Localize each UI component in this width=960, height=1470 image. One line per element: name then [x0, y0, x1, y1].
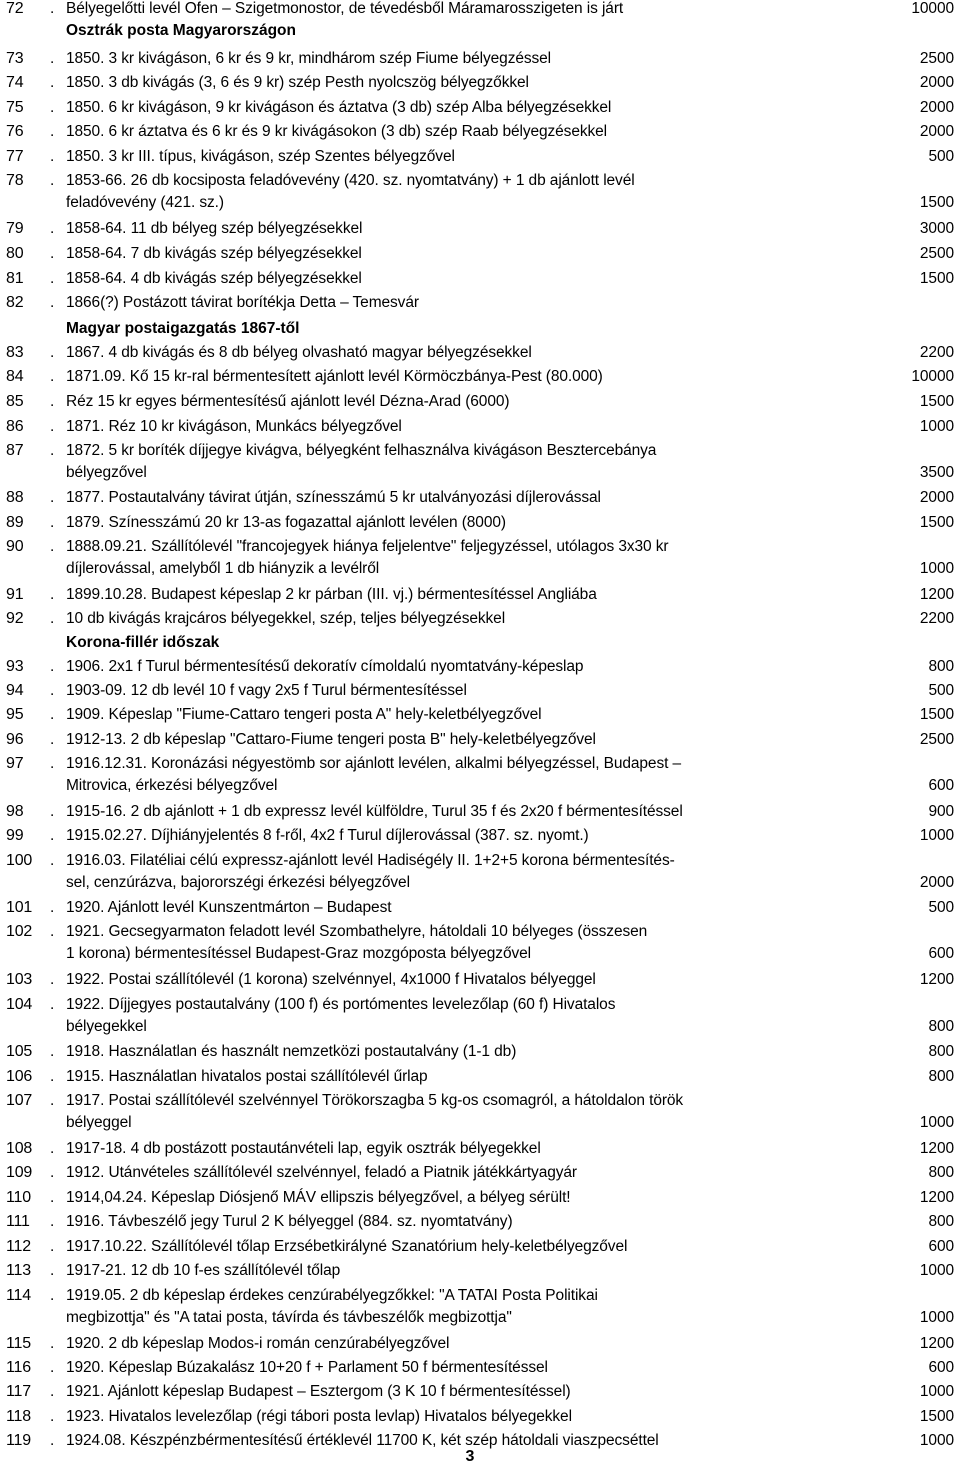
- lot-price: 2000: [919, 874, 954, 891]
- section-heading-hungarian-post: Magyar postaigazgatás 1867-től: [66, 320, 300, 337]
- lot-number-dot: .: [50, 1335, 55, 1352]
- lot-number-dot: .: [50, 1287, 55, 1304]
- lot-number: 102: [6, 923, 33, 940]
- lot-number-dot: .: [50, 852, 55, 869]
- lot-description: 10 db kivágás krajcáros bélyegekkel, szép, teljes bélyegzésekkel: [66, 610, 506, 627]
- lot-description: 1858-64. 7 db kivágás szép bélyegzésekkel: [66, 245, 362, 262]
- lot-description: 1914,04.24. Képeslap Diósjenő MÁV ellipszis bélyegzővel, a bélyeg sérült!: [66, 1189, 571, 1206]
- lot-price: 1000: [919, 1114, 954, 1131]
- lot-number-dot: .: [50, 682, 55, 699]
- lot-number: 108: [6, 1140, 33, 1157]
- lot-price: 2500: [919, 731, 954, 748]
- lot-number: 105: [6, 1043, 33, 1060]
- lot-number: 114: [6, 1287, 31, 1304]
- lot-number: 103: [6, 971, 33, 988]
- lot-number-dot: .: [50, 731, 55, 748]
- lot-description: 1912. Utánvételes szállítólevél szelvénnyel, feladó a Piatnik játékkártyagyár: [66, 1164, 577, 1181]
- lot-description: 1850. 3 kr kivágáson, 6 kr és 9 kr, mindhárom szép Fiume bélyegzéssel: [66, 50, 552, 67]
- lot-description: 1879. Színesszámú 20 kr 13-as fogazattal ajánlott levélen (8000): [66, 514, 506, 531]
- lot-number-dot: .: [50, 586, 55, 603]
- lot-number: 93: [6, 658, 24, 675]
- lot-number-dot: .: [50, 803, 55, 820]
- lot-number: 81: [6, 270, 24, 287]
- lot-number: 94: [6, 682, 24, 699]
- lot-number: 89: [6, 514, 24, 531]
- lot-description: 1919.05. 2 db képeslap érdekes cenzúrabélyegzőkkel: "A TATAI Posta Politikai megbizottja" és "A tatai posta, távírda és távbeszélők megbizottja": [66, 1287, 598, 1326]
- lot-price: 2000: [919, 74, 954, 91]
- lot-number: 76: [6, 123, 24, 140]
- lot-number: 82: [6, 294, 24, 311]
- lot-price: 600: [928, 777, 954, 794]
- lot-description: 1850. 6 kr kivágáson, 9 kr kivágáson és áztatva (3 db) szép Alba bélyegzésekkel: [66, 99, 612, 116]
- lot-number: 106: [6, 1068, 33, 1085]
- lot-number: 95: [6, 706, 24, 723]
- lot-price: 10000: [911, 368, 954, 385]
- lot-price: 500: [928, 682, 954, 699]
- lot-number-dot: .: [50, 827, 55, 844]
- lot-price: 600: [928, 1238, 954, 1255]
- lot-description: 1877. Postautalvány távirat útján, színesszámú 5 kr utalványozási díjlerovással: [66, 489, 601, 506]
- lot-number-dot: .: [50, 1068, 55, 1085]
- lot-number-dot: .: [50, 294, 55, 311]
- lot-description: 1903-09. 12 db levél 10 f vagy 2x5 f Turul bérmentesítéssel: [66, 682, 467, 699]
- lot-number-dot: .: [50, 489, 55, 506]
- lot-price: 1500: [919, 514, 954, 531]
- lot-number: 73: [6, 50, 24, 67]
- lot-number: 116: [6, 1359, 31, 1376]
- lot-number: 118: [6, 1408, 31, 1425]
- lot-price: 1500: [919, 1408, 954, 1425]
- lot-number: 119: [6, 1432, 31, 1449]
- lot-price: 2000: [919, 99, 954, 116]
- lot-price: 1200: [919, 1189, 954, 1206]
- lot-price: 1000: [919, 418, 954, 435]
- lot-number-dot: .: [50, 755, 55, 772]
- lot-number: 117: [6, 1383, 31, 1400]
- lot-price: 1500: [919, 393, 954, 410]
- lot-price: 1000: [919, 1432, 954, 1449]
- lot-description: 1850. 3 kr III. típus, kivágáson, szép Szentes bélyegzővel: [66, 148, 455, 165]
- lot-number: 77: [6, 148, 24, 165]
- lot-price: 3500: [919, 464, 954, 481]
- lot-description: 1853-66. 26 db kocsiposta feladóvevény (420. sz. nyomtatvány) + 1 db ajánlott levél feladóvevény (421. sz.): [66, 172, 635, 211]
- section-heading-korona-filler: Korona-fillér időszak: [66, 634, 220, 651]
- lot-price: 1200: [919, 1140, 954, 1157]
- lot-number-dot: .: [50, 1189, 55, 1206]
- lot-price: 2500: [919, 50, 954, 67]
- lot-number: 72: [6, 0, 24, 17]
- lot-description: 1924.08. Készpénzbérmentesítésű értéklevél 11700 K, két szép hátoldali viaszpecséttel: [66, 1432, 659, 1449]
- lot-number: 90: [6, 538, 24, 555]
- lot-number-dot: .: [50, 971, 55, 988]
- lot-description: 1871. Réz 10 kr kivágáson, Munkács bélyegzővel: [66, 418, 402, 435]
- lot-number: 87: [6, 442, 24, 459]
- page-number: 3: [465, 1448, 475, 1465]
- lot-number-dot: .: [50, 442, 55, 459]
- lot-number-dot: .: [50, 99, 55, 116]
- lot-description: 1866(?) Postázott távirat borítékja Detta – Temesvár: [66, 294, 419, 311]
- lot-price: 500: [928, 148, 954, 165]
- lot-price: 800: [928, 1018, 954, 1035]
- lot-number: 98: [6, 803, 24, 820]
- lot-number: 92: [6, 610, 24, 627]
- lot-description: 1872. 5 kr boríték díjjegye kivágva, bélyegként felhasználva kivágáson Besztercebánya bélyegzővel: [66, 442, 657, 481]
- lot-number: 115: [6, 1335, 31, 1352]
- lot-number: 74: [6, 74, 24, 91]
- lot-description: 1871.09. Kő 15 kr-ral bérmentesített ajánlott levél Körmöczbánya-Pest (80.000): [66, 368, 603, 385]
- lot-price: 600: [928, 945, 954, 962]
- lot-description: 1920. Ajánlott levél Kunszentmárton – Budapest: [66, 899, 392, 916]
- lot-description: 1888.09.21. Szállítólevél "francojegyek hiánya feljelentve" feljegyzéssel, utólagos 3x30 kr díjlerovással, amelyből 1 db hiányzik a levélről: [66, 538, 669, 577]
- lot-price: 800: [928, 1213, 954, 1230]
- lot-number-dot: .: [50, 50, 55, 67]
- lot-number-dot: .: [50, 923, 55, 940]
- lot-number: 84: [6, 368, 24, 385]
- lot-price: 1500: [919, 706, 954, 723]
- lot-price: 1200: [919, 1335, 954, 1352]
- lot-number: 78: [6, 172, 24, 189]
- lot-price: 3000: [919, 220, 954, 237]
- lot-number: 85: [6, 393, 24, 410]
- lot-number: 109: [6, 1164, 33, 1181]
- lot-number: 75: [6, 99, 24, 116]
- lot-number: 80: [6, 245, 24, 262]
- lot-description: 1858-64. 4 db kivágás szép bélyegzésekkel: [66, 270, 362, 287]
- lot-description: 1858-64. 11 db bélyeg szép bélyegzésekkel: [66, 220, 363, 237]
- lot-number-dot: .: [50, 418, 55, 435]
- lot-price: 800: [928, 1068, 954, 1085]
- lot-number-dot: .: [50, 1213, 55, 1230]
- lot-price: 10000: [911, 0, 954, 17]
- lot-number: 111: [6, 1213, 30, 1230]
- lot-number: 101: [6, 899, 33, 916]
- lot-description: 1915.02.27. Díjhiányjelentés 8 f-ről, 4x2 f Turul díjlerovással (387. sz. nyomt.): [66, 827, 589, 844]
- lot-number-dot: .: [50, 148, 55, 165]
- lot-description: 1921. Gecsegyarmaton feladott levél Szombathelyre, hátoldali 10 bélyeges (összesen 1 korona) bérmentesítéssel Budapest-Graz mozgóposta bélyegzővel: [66, 923, 648, 962]
- lot-number: 97: [6, 755, 24, 772]
- lot-price: 2200: [919, 344, 954, 361]
- lot-description: 1920. Képeslap Búzakalász 10+20 f + Parlament 50 f bérmentesítéssel: [66, 1359, 548, 1376]
- lot-price: 1000: [919, 1262, 954, 1279]
- lot-number-dot: .: [50, 1359, 55, 1376]
- lot-description: Bélyegelőtti levél Ofen – Szigetmonostor, de tévedésből Máramarosszigeten is járt: [66, 0, 624, 17]
- lot-price: 2500: [919, 245, 954, 262]
- lot-price: 2000: [919, 489, 954, 506]
- lot-number-dot: .: [50, 1043, 55, 1060]
- lot-price: 1000: [919, 1383, 954, 1400]
- section-heading-austrian-post: Osztrák posta Magyarországon: [66, 22, 296, 39]
- lot-price: 1200: [919, 971, 954, 988]
- lot-number: 99: [6, 827, 24, 844]
- lot-number: 104: [6, 996, 33, 1013]
- lot-price: 1000: [919, 560, 954, 577]
- lot-number: 107: [6, 1092, 33, 1109]
- lot-description: 1922. Postai szállítólevél (1 korona) szelvénnyel, 4x1000 f Hivatalos bélyeggel: [66, 971, 596, 988]
- lot-number-dot: .: [50, 658, 55, 675]
- lot-price: 1500: [919, 194, 954, 211]
- lot-number-dot: .: [50, 1408, 55, 1425]
- lot-description: 1921. Ajánlott képeslap Budapest – Esztergom (3 K 10 f bérmentesítéssel): [66, 1383, 571, 1400]
- lot-price: 800: [928, 658, 954, 675]
- lot-number-dot: .: [50, 899, 55, 916]
- lot-price: 900: [928, 803, 954, 820]
- lot-number-dot: .: [50, 344, 55, 361]
- lot-number-dot: .: [50, 123, 55, 140]
- lot-description: 1850. 6 kr áztatva és 6 kr és 9 kr kivágásokon (3 db) szép Raab bélyegzésekkel: [66, 123, 608, 140]
- lot-description: 1916.12.31. Koronázási négyestömb sor ajánlott levélen, alkalmi bélyegzéssel, Budapest – Mitrovica, érkezési bélyegzővel: [66, 755, 682, 794]
- lot-number-dot: .: [50, 1140, 55, 1157]
- lot-price: 800: [928, 1164, 954, 1181]
- lot-price: 600: [928, 1359, 954, 1376]
- lot-number: 83: [6, 344, 24, 361]
- lot-number: 113: [6, 1262, 31, 1279]
- lot-description: 1917-18. 4 db postázott postautánvételi lap, egyik osztrák bélyegekkel: [66, 1140, 541, 1157]
- lot-number-dot: .: [50, 245, 55, 262]
- lot-price: 500: [928, 899, 954, 916]
- lot-description: 1923. Hivatalos levelezőlap (régi tábori posta levlap) Hivatalos bélyegekkel: [66, 1408, 572, 1425]
- lot-description: 1915. Használatlan hivatalos postai szállítólevél űrlap: [66, 1068, 428, 1085]
- lot-number: 110: [6, 1189, 31, 1206]
- lot-number-dot: .: [50, 0, 55, 17]
- lot-price: 1500: [919, 270, 954, 287]
- lot-number-dot: .: [50, 1262, 55, 1279]
- lot-number: 79: [6, 220, 24, 237]
- lot-number-dot: .: [50, 538, 55, 555]
- lot-number-dot: .: [50, 1164, 55, 1181]
- lot-description: 1916. Távbeszélő jegy Turul 2 K bélyeggel (884. sz. nyomtatvány): [66, 1213, 513, 1230]
- lot-description: 1917.10.22. Szállítólevél tőlap Erzsébetkirályné Szanatórium hely-keletbélyegzővel: [66, 1238, 628, 1255]
- lot-price: 1200: [919, 586, 954, 603]
- lot-description: 1918. Használatlan és használt nemzetközi postautalvány (1-1 db): [66, 1043, 517, 1060]
- lot-number-dot: .: [50, 220, 55, 237]
- lot-description: 1917-21. 12 db 10 f-es szállítólevél tőlap: [66, 1262, 341, 1279]
- lot-description: 1850. 3 db kivágás (3, 6 és 9 kr) szép Pesth nyolcszög bélyegzőkkel: [66, 74, 529, 91]
- lot-number-dot: .: [50, 706, 55, 723]
- lot-number: 112: [6, 1238, 31, 1255]
- lot-number-dot: .: [50, 393, 55, 410]
- lot-number: 86: [6, 418, 24, 435]
- lot-description: 1906. 2x1 f Turul bérmentesítésű dekoratív címoldalú nyomtatvány-képeslap: [66, 658, 584, 675]
- lot-number-dot: .: [50, 172, 55, 189]
- lot-description: 1917. Postai szállítólevél szelvénnyel Törökorszagba 5 kg-os csomagról, a hátoldalon török bélyeggel: [66, 1092, 684, 1131]
- lot-number-dot: .: [50, 996, 55, 1013]
- lot-number-dot: .: [50, 610, 55, 627]
- lot-number: 91: [6, 586, 24, 603]
- lot-description: 1916.03. Filatéliai célú expressz-ajánlott levél Hadiségély II. 1+2+5 korona bérmentesítés- sel, cenzúrázva, bajororszégi érkezési bélyegzővel: [66, 852, 675, 891]
- lot-price: 1000: [919, 827, 954, 844]
- lot-price: 800: [928, 1043, 954, 1060]
- lot-number: 88: [6, 489, 24, 506]
- lot-description: 1912-13. 2 db képeslap "Cattaro-Fiume tengeri posta B" hely-keletbélyegzővel: [66, 731, 596, 748]
- lot-number-dot: .: [50, 1383, 55, 1400]
- lot-price: 2200: [919, 610, 954, 627]
- lot-description: 1922. Díjjegyes postautalvány (100 f) és portómentes levelezőlap (60 f) Hivatalos bélyegekkel: [66, 996, 616, 1035]
- lot-price: 1000: [919, 1309, 954, 1326]
- lot-description: 1915-16. 2 db ajánlott + 1 db expressz levél külföldre, Turul 35 f és 2x20 f bérmentesítéssel: [66, 803, 683, 820]
- lot-description: 1899.10.28. Budapest képeslap 2 kr párban (III. vj.) bérmentesítéssel Angliába: [66, 586, 597, 603]
- lot-number: 96: [6, 731, 24, 748]
- lot-number-dot: .: [50, 1432, 55, 1449]
- lot-number-dot: .: [50, 368, 55, 385]
- lot-description: 1920. 2 db képeslap Modos-i román cenzúrabélyegzővel: [66, 1335, 450, 1352]
- lot-description: Réz 15 kr egyes bérmentesítésű ajánlott levél Dézna-Arad (6000): [66, 393, 510, 410]
- lot-description: 1867. 4 db kivágás és 8 db bélyeg olvasható magyar bélyegzésekkel: [66, 344, 532, 361]
- lot-price: 2000: [919, 123, 954, 140]
- lot-description: 1909. Képeslap "Fiume-Cattaro tengeri posta A" hely-keletbélyegzővel: [66, 706, 542, 723]
- lot-number-dot: .: [50, 1092, 55, 1109]
- lot-number-dot: .: [50, 270, 55, 287]
- lot-number-dot: .: [50, 74, 55, 91]
- lot-number: 100: [6, 852, 33, 869]
- lot-number-dot: .: [50, 514, 55, 531]
- lot-number-dot: .: [50, 1238, 55, 1255]
